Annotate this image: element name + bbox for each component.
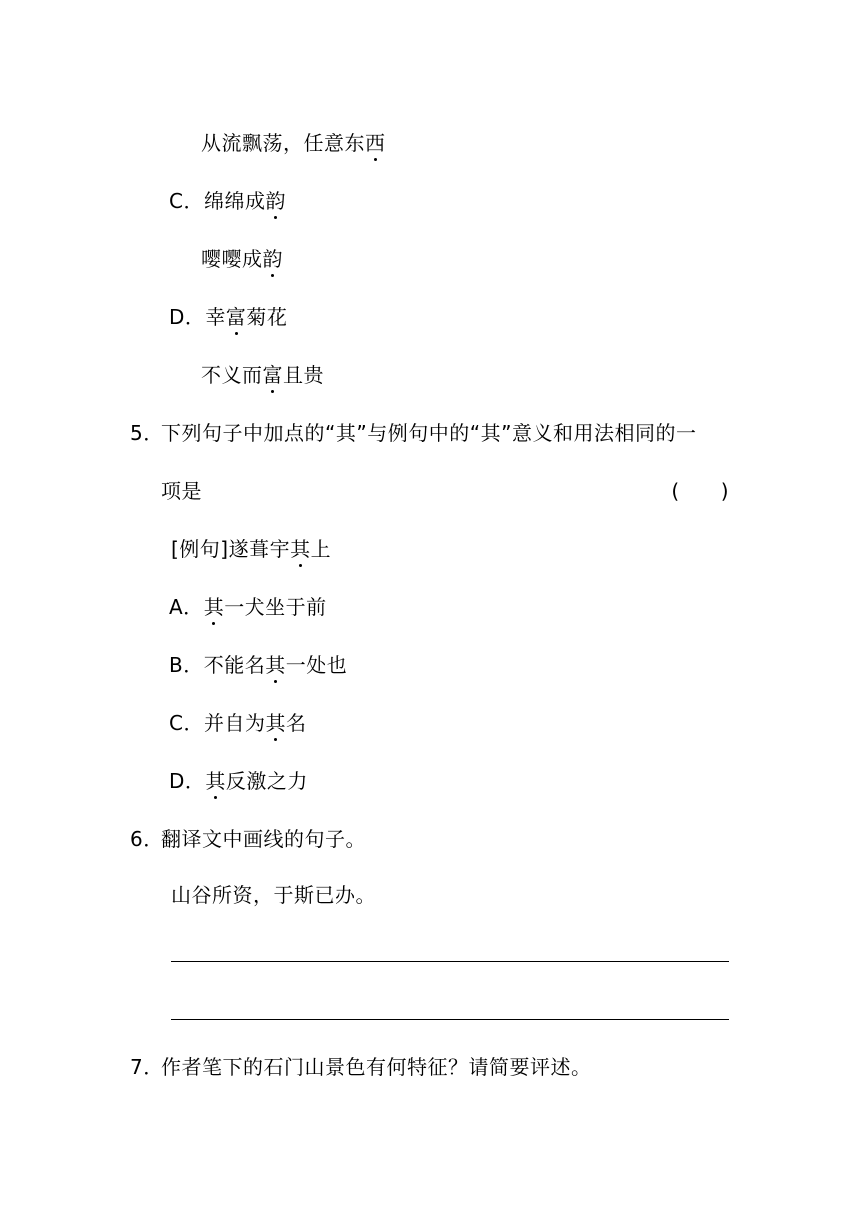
dotted-char: 韵 [263,244,284,274]
option-d-line2: 不义而富且贵 [201,360,324,390]
dotted-char: 其 [204,592,225,622]
question-5-stem-cont: 项是 ( ) [161,476,729,506]
question-number: 5． [130,421,164,445]
question-7-stem [130,1052,592,1082]
option-letter: C． [169,711,204,735]
question-6-stem [130,824,366,854]
option-c: C．绵绵成韵 [169,186,286,216]
q5-option-b: B．不能名其一处也 [169,650,347,680]
answer-line [171,961,729,962]
q5-option-d: D．其反激之力 [169,766,308,796]
option-letter: A． [169,595,204,619]
translation-sentence: 山谷所资，于斯已办。 [171,883,376,907]
dotted-char: 其 [265,708,286,738]
q5-option-c: C．并自为其名 [169,708,306,738]
dotted-char: 西 [365,128,386,158]
dotted-char: 其 [290,534,311,564]
dotted-char: 其 [205,766,226,796]
question-5-stem [130,418,696,448]
question-text: 下列句子中加点的“其”与例句中的“其”意义和用法相同的一 [161,421,697,445]
dotted-char: 韵 [265,186,286,216]
question-number: 7． [130,1055,164,1079]
option-letter: D． [169,769,206,793]
q5-option-a: A．其一犬坐于前 [169,592,327,622]
dotted-char: 其 [265,650,286,680]
option-letter: C． [169,189,204,213]
answer-line [171,1019,729,1020]
option-c-line2: 嘤嘤成韵 [201,244,283,274]
option-b-line2: 从流飘荡，任意东西 [201,128,386,158]
option-letter: D． [169,305,206,329]
question-number: 6． [130,827,164,851]
dotted-char: 富 [226,302,247,332]
option-d: D．幸富菊花 [169,302,287,332]
answer-paren: ( ) [671,479,729,503]
question-text: 翻译文中画线的句子。 [161,827,366,851]
option-letter: B． [169,653,204,677]
question-text: 作者笔下的石门山景色有何特征？请简要评述。 [161,1055,592,1079]
dotted-char: 富 [263,360,284,390]
example-sentence: [例句]遂葺宇其上 [171,534,331,564]
